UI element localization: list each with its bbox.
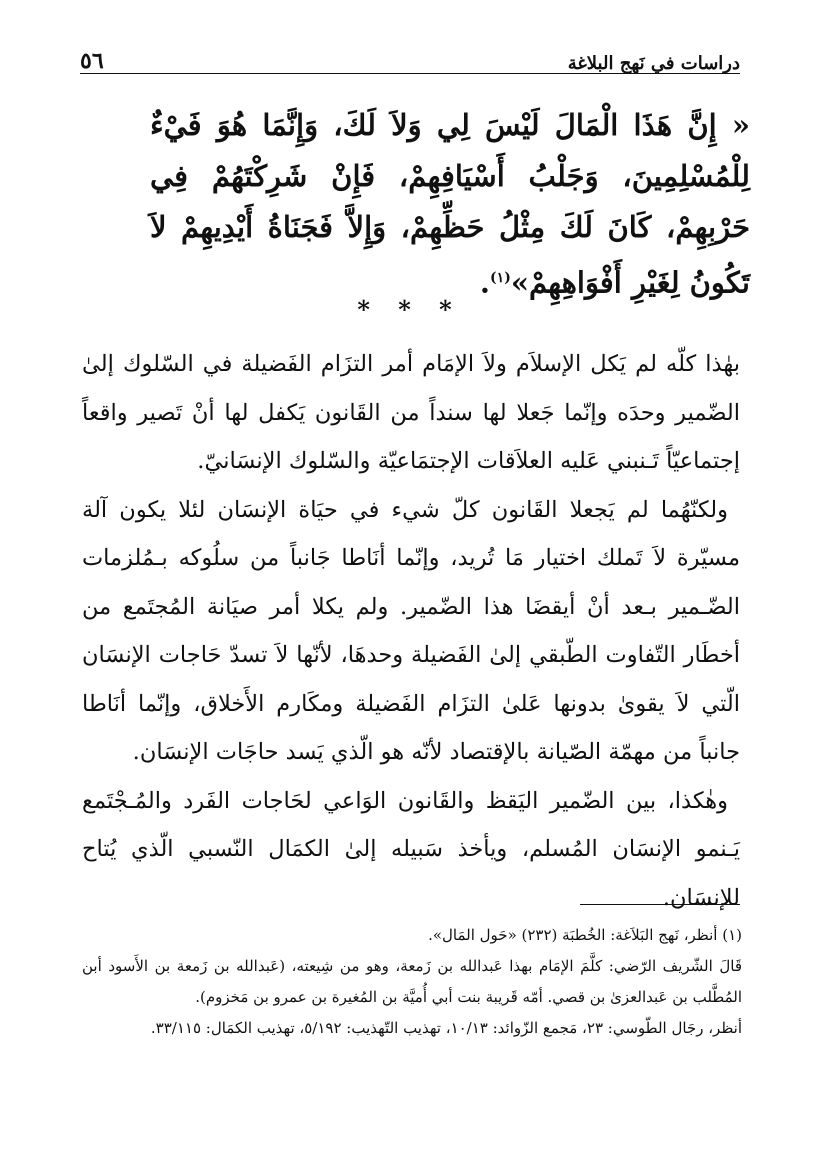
footnote-line: (١) أنظر، نَهج البَلاَغة: الخُطبَة (٢٣٢) «حَول المَال». (428, 926, 742, 944)
paragraph: بهٰذا كلّه لم يَكل الإسلاَم ولاَ الإمَام أمر التزَام الفَضيلة في السّلوك إلىٰ الضّمير وحدَه وإنّما جَعلا لها سنداً من القَانون يَكفل لها أنْ تَصير واقعاً إجتماعيّاً تَـنبني عَليه العلاَقات الإجتمَاعيّة والسّلوك الإنسَانيّ. (82, 351, 740, 474)
footnote-line: قَالَ الشّريف الرّضي: كلَّمَ الإمَام بهذا عَبدالله بن زَمعة، وهو من شِيعته، (عَبدالله بن زَمعة بن الأَسود أبن المُطَّلب بن عَبدالعزىٰ بن قصي. أمّه قَريبة بنت أبي أُميَّة بن المُغيرة بن عمرو بن مَخزوم). (82, 957, 742, 1006)
quote-end: . (479, 265, 491, 300)
header-divider (80, 73, 740, 74)
footnote-ref: (١) (490, 270, 511, 286)
page-number: ٥٦ (80, 48, 104, 74)
footnote-line: أنظر، رجَال الطّوسي: ٢٣، مَجمع الزّوائد: ١٠/١٣، تهذيب التّهذيب: ٥/١٩٢، تهذيب الكمَال: ٣٣/١١٥. (150, 1019, 742, 1037)
body-text (82, 340, 740, 922)
quoted-passage (150, 100, 750, 309)
running-title: دراسات في نَهج البلاغة (567, 53, 740, 74)
running-header (80, 44, 740, 74)
paragraph: وهٰكذا، بين الضّمير اليَقظ والقَانون الوَاعي لحَاجات الفَرد والمُـجْتَمع يَـنمو الإنسَان المُسلم، ويأخذ سَبيله إلىٰ الكمَال النّسبي الّذي يُتاح للإنسَان. (82, 787, 740, 911)
footnotes (82, 920, 742, 1044)
footnote-divider (580, 904, 740, 905)
quote-text: « إِنَّ هَذَا الْمَالَ لَيْسَ لِي وَلاَ لَكَ، وَإِنَّمَا هُوَ فَيْءٌ لِلْمُسْلِمِينَ، وَجَلْبُ أَسْيَافِهِمْ، فَإِنْ شَرِكْتَهُمْ فِي حَرْبِهِمْ، كَانَ لَكَ مِثْلُ حَظِّهِمْ، وَإِلاَّ فَجَنَاةُ أَيْدِيهِمْ لاَ تَكُونُ لِغَيْرِ أَفْوَاهِهِمْ» (150, 108, 750, 300)
section-separator: * * * (357, 295, 462, 324)
paragraph: ولكنّهُما لم يَجعلا القَانون كلّ شيء في حيَاة الإنسَان لئلا يكون آلة مسيّرة لاَ تَملك اختيار مَا تُريد، وإنّما أنَاطا جَانباً من سلُوكه بـمُلزمات الضّـمير بـعد أنْ أيقضَا هذا الضّمير. ولم يكلا أمر صيَانة المُجتَمع من أخطَار التّفاوت الطّبقي إلىٰ الفَضيلة وحدهَا، لأنّها لاَ تسدّ حَاجات الإنسَان الّتي لاَ يقوىٰ بدونها عَلىٰ التزَام الفَضيلة ومكَارم الأَخلاق، وإنّما أنَاطا جانباً من مهمّة الصّيانة بالإقتصاد لأنّه هو الّذي يَسد حاجَات الإنسَان. (82, 496, 740, 765)
